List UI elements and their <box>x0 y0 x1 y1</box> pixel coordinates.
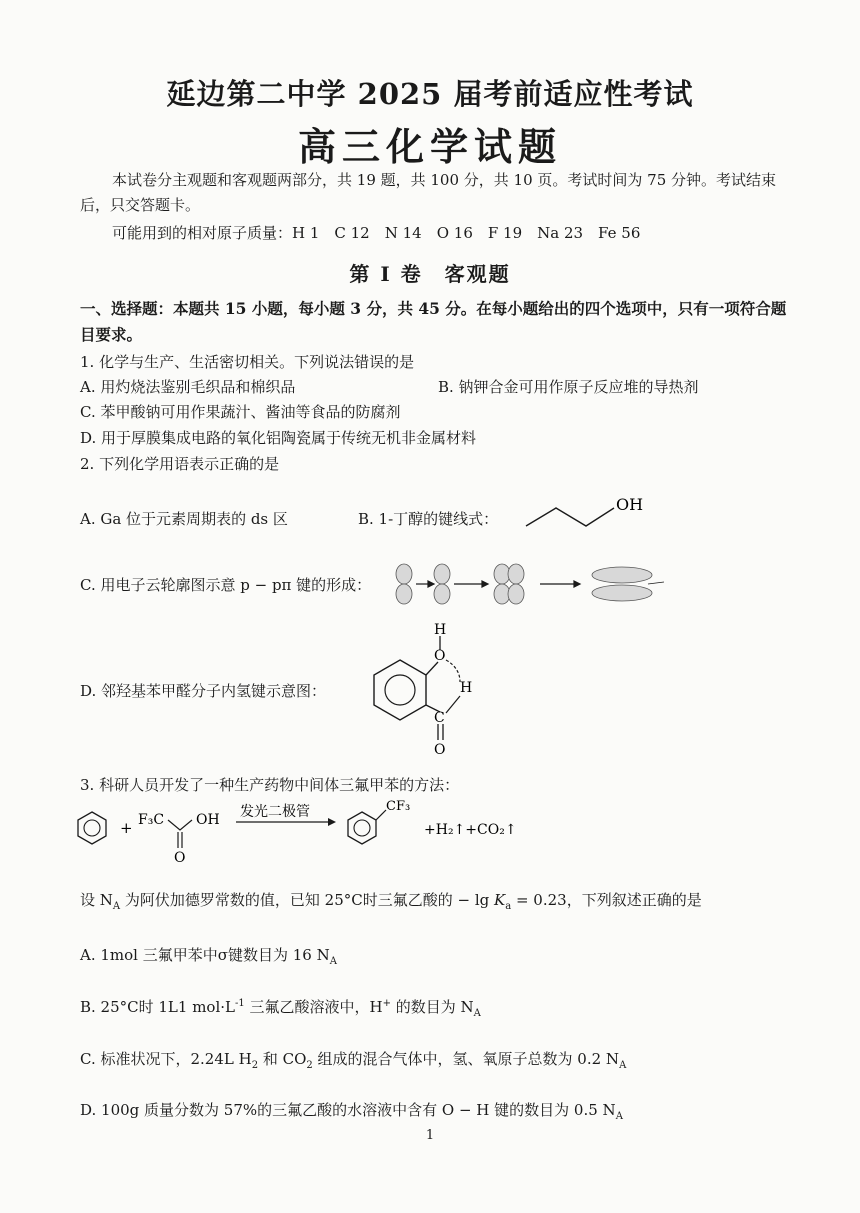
q3-option-d: D. 100g 质量分数为 57%的三氟乙酸的水溶液中含有 O − H 键的数目为 0.5 $N_A$ <box>80 1101 623 1122</box>
atomic-masses: 可能用到的相对原子质量：H 1 C 12 N 14 O 16 F 19 Na 23 Fe 56 <box>112 224 641 242</box>
section-title: 第 Ⅰ 卷 客观题 <box>349 262 511 286</box>
trifluorotoluene-reaction-scheme <box>76 798 536 868</box>
exam-intro: 本试卷分主观题和客观题两部分，共 19 题，共 100 分，共 10 页。考试时间为 75 分钟。考试结束后，只交答题卡。 <box>80 171 777 214</box>
section-instruction: 一、选择题：本题共 15 小题，每小题 3 分，共 45 分。在每小题给出的四个选项中，只有一项符合题目要求。 <box>80 299 787 344</box>
q2-option-a: A. Ga 位于元素周期表的 ds 区 <box>80 510 288 528</box>
page-number: 1 <box>425 1128 435 1143</box>
q2-stem: 2. 下列化学用语表示正确的是 <box>80 455 280 473</box>
q3-option-b: B. 25°C时 1L1 $mol\cdot L^{-1}$ 三氟乙酸溶液中，H+ 的数目为 $N_A$ <box>80 998 481 1019</box>
q3-option-c: C. 标准状况下，2.24L $H_2$ 和 $CO_2$ 组成的混合气体中，氢、氧原子总数为 0.2 $N_A$ <box>80 1050 627 1071</box>
q1-stem: 1. 化学与生产、生活密切相关。下列说法错误的是 <box>80 353 415 371</box>
butanol-skeletal-structure <box>520 492 650 534</box>
q3-stem: 3. 科研人员开发了一种生产药物中间体三氟甲苯的方法： <box>80 776 460 794</box>
q1-option-a: A. 用灼烧法鉴别毛织品和棉织品 <box>80 378 296 396</box>
q3-option-a: A. 1mol 三氟甲苯中σ键数目为 16 $N_A$ <box>80 946 337 967</box>
q1-option-b: B. 钠钾合金可用作原子反应堆的导热剂 <box>438 378 699 396</box>
q2-option-d: D. 邻羟基苯甲醛分子内氢键示意图： <box>80 682 327 700</box>
q2-option-c: C. 用电子云轮廓图示意 p − pπ 键的形成： <box>80 576 372 594</box>
hbond-atom-o-carbonyl: O <box>434 742 446 758</box>
hbond-atom-h-aldehyde: H <box>460 680 473 696</box>
tfa-oh-label: OH <box>196 812 220 828</box>
exam-subtitle: 高三化学试题 <box>297 124 562 169</box>
salicylaldehyde-hbond-structure <box>360 620 500 760</box>
hbond-atom-c: C <box>434 710 445 726</box>
q1-option-d: D. 用于厚膜集成电路的氧化铝陶瓷属于传统无机非金属材料 <box>80 429 477 447</box>
q2-option-b: B. 1-丁醇的键线式： <box>358 510 499 528</box>
reaction-byproducts: +H₂↑+CO₂↑ <box>424 822 517 838</box>
hbond-atom-h-top: H <box>434 622 447 638</box>
hbond-atom-o-hydroxyl: O <box>434 648 446 664</box>
exam-title: 延边第二中学 2025 届考前适应性考试 <box>166 77 694 111</box>
q1-option-c: C. 苯甲酸钠可用作果蔬汁、酱油等食品的防腐剂 <box>80 403 401 421</box>
tfa-cf3-label: F₃C <box>138 812 165 828</box>
p-p-pi-orbital-diagram <box>390 562 680 606</box>
tfa-carbonyl-o-label: O <box>174 850 186 866</box>
product-cf3-label: CF₃ <box>386 799 411 814</box>
reaction-condition: 发光二极管 <box>240 804 310 820</box>
reaction-plus-sign: + <box>120 819 133 837</box>
butanol-oh-label: OH <box>616 495 644 514</box>
q3-given: 设 $N_A$ 为阿伏加德罗常数的值，已知 25°C时三氟乙酸的 − $\lg K_a = 0.23$，下列叙述正确的是 <box>80 891 702 912</box>
